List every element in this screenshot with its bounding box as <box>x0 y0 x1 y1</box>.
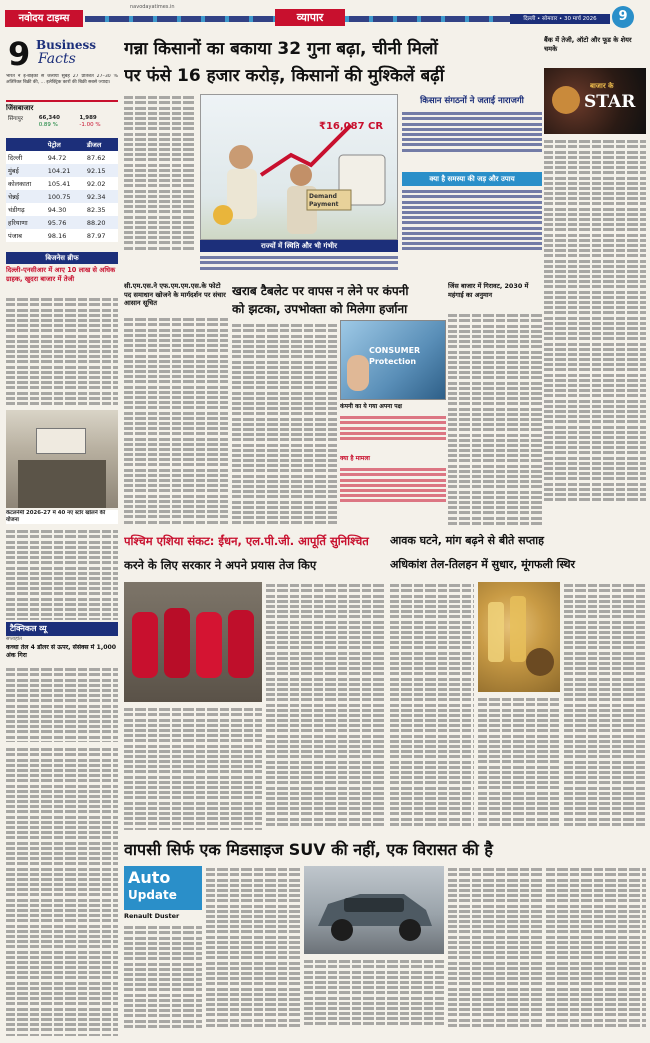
brief-text-2 <box>6 528 118 620</box>
seeds-icon <box>526 648 554 676</box>
side-text <box>448 312 542 526</box>
fuel-diesel: 87.97 <box>86 231 106 240</box>
suv-text-2 <box>304 958 444 1030</box>
fuel-table <box>6 138 118 242</box>
illustration-caption: राज्यों में स्थिति और भी गंभीर <box>200 240 398 252</box>
fuel-petrol: 100.75 <box>47 192 71 201</box>
brief-text <box>6 296 118 406</box>
col2-story <box>124 282 228 526</box>
oil-photo <box>478 582 560 692</box>
fuel-diesel: 92.34 <box>86 192 106 201</box>
fuel-diesel: 82.35 <box>86 205 106 214</box>
illustration-text <box>200 254 398 278</box>
consumer-text <box>232 322 338 526</box>
suv-photo <box>304 866 444 954</box>
tech-text <box>6 666 118 742</box>
facts-title-top: Business <box>36 38 97 52</box>
fuel-city: चंडीगढ़ <box>8 206 25 214</box>
supply-headline-1: आवक घटने, मांग बढ़ने से बीते सप्ताह <box>390 534 544 547</box>
masthead <box>0 0 650 34</box>
paper-url: navodayatimes.in <box>130 4 175 10</box>
fuel-petrol: 94.72 <box>47 153 67 162</box>
suv-text-1 <box>206 866 300 1030</box>
main-headline-line1: गन्ना किसानों का बकाया 32 गुना बढ़ा, चीनी मिलों <box>124 39 438 59</box>
illustration-label-demand: Demand <box>309 193 337 200</box>
cylinder-icon <box>132 612 158 678</box>
consumer-photo <box>340 320 446 400</box>
fuel-head: डीजल <box>86 141 102 149</box>
cylinder-icon <box>164 608 190 678</box>
markets-title: जिंसबाजार <box>6 104 34 112</box>
consumer-headline-1: खराब टैबलेट पर वापस न लेने पर कंपनी <box>232 284 409 298</box>
bottle-icon <box>488 602 504 662</box>
page-number: 9 <box>612 6 634 28</box>
facts-text: भारत ने ई-बाइकों से जलाया सुबह 27 प्रतिशत 27–30 % अतिरिक्त बिक्री की, ... इलेक्ट्रिक कारों की बिक्री सबसे ज्यादा। <box>6 74 118 85</box>
supply-text-1 <box>390 582 474 830</box>
brief-headline: दिल्ली-एनसीआर में आए 10 लाख से अधिक ग्राहक, खुदरा बाजार में तेजी <box>6 266 116 283</box>
westasia-headline-2: करने के लिए सरकार ने अपने प्रयास तेज किए <box>124 558 317 572</box>
star-column <box>544 36 646 528</box>
markets-cell: 0.89 % <box>38 122 58 128</box>
fuel-petrol: 104.21 <box>47 166 71 175</box>
fuel-petrol: 98.16 <box>47 231 67 240</box>
fuel-diesel: 87.62 <box>86 153 106 162</box>
fuel-city: कोलकाता <box>8 180 32 188</box>
consumer-box-text-2 <box>340 466 446 524</box>
cylinder-icon <box>196 612 222 678</box>
auto-model: Renault Duster <box>124 912 180 920</box>
markets-cell: -1.00 % <box>79 122 101 128</box>
westasia-headline-1: पश्चिम एशिया संकट: ईंधन, एल.पी.जी. आपूर्ति सुनिश्चित <box>124 534 369 548</box>
oil-bottles-art <box>478 582 560 692</box>
suv-text-3 <box>448 866 542 1030</box>
fuel-petrol: 94.30 <box>47 205 67 214</box>
star-photo <box>544 68 646 134</box>
suv-headline: वापसी सिर्फ एक मिडसाइज SUV की नहीं, एक विरासत की है <box>124 840 493 859</box>
hand-icon <box>347 355 369 391</box>
cylinders-art <box>124 582 262 702</box>
sugar-illustration <box>200 94 398 240</box>
fuel-prices <box>6 138 118 248</box>
store-door <box>18 460 106 508</box>
paper-name: नवोदय टाइम्स <box>5 10 83 27</box>
farmer-box-text-2 <box>402 188 542 278</box>
markets-cell: 1,989 <box>79 115 97 121</box>
fuel-city: चेन्नई <box>8 193 20 201</box>
markets-cell: सिंगापुर <box>8 116 24 122</box>
tech-label: टैक्निकल व्यू <box>6 622 118 636</box>
cylinder-icon <box>228 610 254 678</box>
supply-text-2 <box>478 696 560 830</box>
issue-date: दिल्ली • सोमवार • 30 मार्च 2026 <box>510 14 610 24</box>
consumer-subhead-1: कंपनी का ये गया अपना पक्ष <box>340 403 402 410</box>
star-text <box>544 138 646 528</box>
suv-wheel-icon <box>399 919 421 941</box>
westasia-text-1 <box>124 706 262 830</box>
markets-box <box>6 100 118 134</box>
markets-cell: 66,340 <box>38 115 60 121</box>
westasia-story <box>124 530 386 830</box>
side-story <box>448 282 542 526</box>
illustration-art <box>201 95 398 240</box>
fuel-diesel: 92.02 <box>86 179 106 188</box>
business-facts <box>6 36 118 96</box>
supply-story <box>390 530 646 830</box>
fuel-petrol: 95.76 <box>47 218 67 227</box>
main-headline <box>124 36 540 90</box>
officer-head-icon <box>290 164 312 186</box>
consumer-subhead-2: क्या है मामला <box>340 455 370 462</box>
auto-update-word-1: Auto <box>128 868 171 887</box>
rupee-coin-icon <box>213 205 233 225</box>
fuel-city: मुंबई <box>8 167 19 175</box>
illustration-label-payment: Payment <box>309 201 339 208</box>
technical-view <box>6 622 118 742</box>
supply-headline-2: अधिकांश तेल-तिलहन में सुधार, मूंगफली स्थिर <box>390 558 576 571</box>
fuel-city: पंजाब <box>8 232 22 240</box>
facts-number-icon: 9 <box>8 36 31 72</box>
brief-caption: केटलनेमी 2026-27 में 40 नए स्टोर खोलने की योजना <box>6 510 118 524</box>
suv-car-art <box>304 866 444 954</box>
farmer-box-subhead: क्या है समस्या की जड़ और उपाय <box>402 172 542 186</box>
star-kicker: बाजार के <box>590 82 614 90</box>
fuel-city: दिल्ली <box>8 154 23 162</box>
suv-window-icon <box>344 898 404 912</box>
brief-label: बिजनेस ब्रीफ <box>6 252 118 264</box>
lpg-photo <box>124 582 262 702</box>
star-badge-icon <box>552 86 580 114</box>
consumer-photo-text: CONSUMER Protection <box>369 346 421 366</box>
westasia-text-2 <box>266 582 386 830</box>
auto-update-badge <box>124 866 202 910</box>
main-headline-line2: पर फंसे 16 हजार करोड़, किसानों की मुश्किलें बढ़ीं <box>124 66 445 86</box>
store-photo <box>6 410 118 508</box>
fuel-city: हरियाणा <box>8 219 28 227</box>
bottle-icon <box>510 596 526 662</box>
store-sign <box>36 428 86 454</box>
suv-text-4 <box>546 866 646 1030</box>
consumer-box-text <box>340 414 446 454</box>
auto-update-word-2: Update <box>128 888 177 902</box>
left-text-bottom <box>6 746 118 1036</box>
section-title: व्यापार <box>275 9 345 26</box>
col2-text <box>124 316 228 526</box>
farmer-head-icon <box>229 145 253 169</box>
fuel-head <box>6 138 46 151</box>
illustration-amount: ₹16,087 CR <box>319 121 384 132</box>
farmer-box <box>402 94 542 278</box>
fuel-diesel: 92.15 <box>86 166 106 175</box>
fuel-head: पेट्रोल <box>47 141 61 149</box>
col2-headline: सी.एम.एस.ने एफ.एम.एम.एस.के फोटो पद समाधान खोजने के मार्गदर्शन पर संचार आसान सूचित <box>124 282 226 307</box>
supply-text-3 <box>564 582 646 830</box>
fuel-petrol: 105.41 <box>47 179 71 188</box>
suv-wheel-icon <box>331 919 353 941</box>
facts-title-bottom: Facts <box>38 51 76 67</box>
fuel-diesel: 88.20 <box>86 218 106 227</box>
star-top-headline: बैंक में तेजी, ऑटो और फूड के शेयर चमके <box>544 36 632 53</box>
markets-table <box>6 114 118 128</box>
auto-update-box <box>124 866 202 1030</box>
farmer-box-text <box>402 110 542 170</box>
auto-text <box>124 924 202 1030</box>
business-brief <box>6 252 118 524</box>
markets-cell <box>6 122 37 128</box>
farmer-box-title: किसान संगठनों ने जताई नाराजगी <box>420 96 524 106</box>
star-name: STAR <box>584 92 636 112</box>
consumer-headline-2: को झटका, उपभोक्ता को मिलेगा हर्जाना <box>232 302 408 316</box>
side-headline: जिंस बाजार में गिरावट, 2030 में महंगाई का अनुमान <box>448 282 529 299</box>
tech-sub: सप्ताहांत <box>6 636 22 642</box>
tech-headline: कच्चा तेल 4 डॉलर से ऊपर, सेंसेक्स में 1,000 अंक गिरा <box>6 644 117 659</box>
main-text-col1 <box>124 94 196 252</box>
